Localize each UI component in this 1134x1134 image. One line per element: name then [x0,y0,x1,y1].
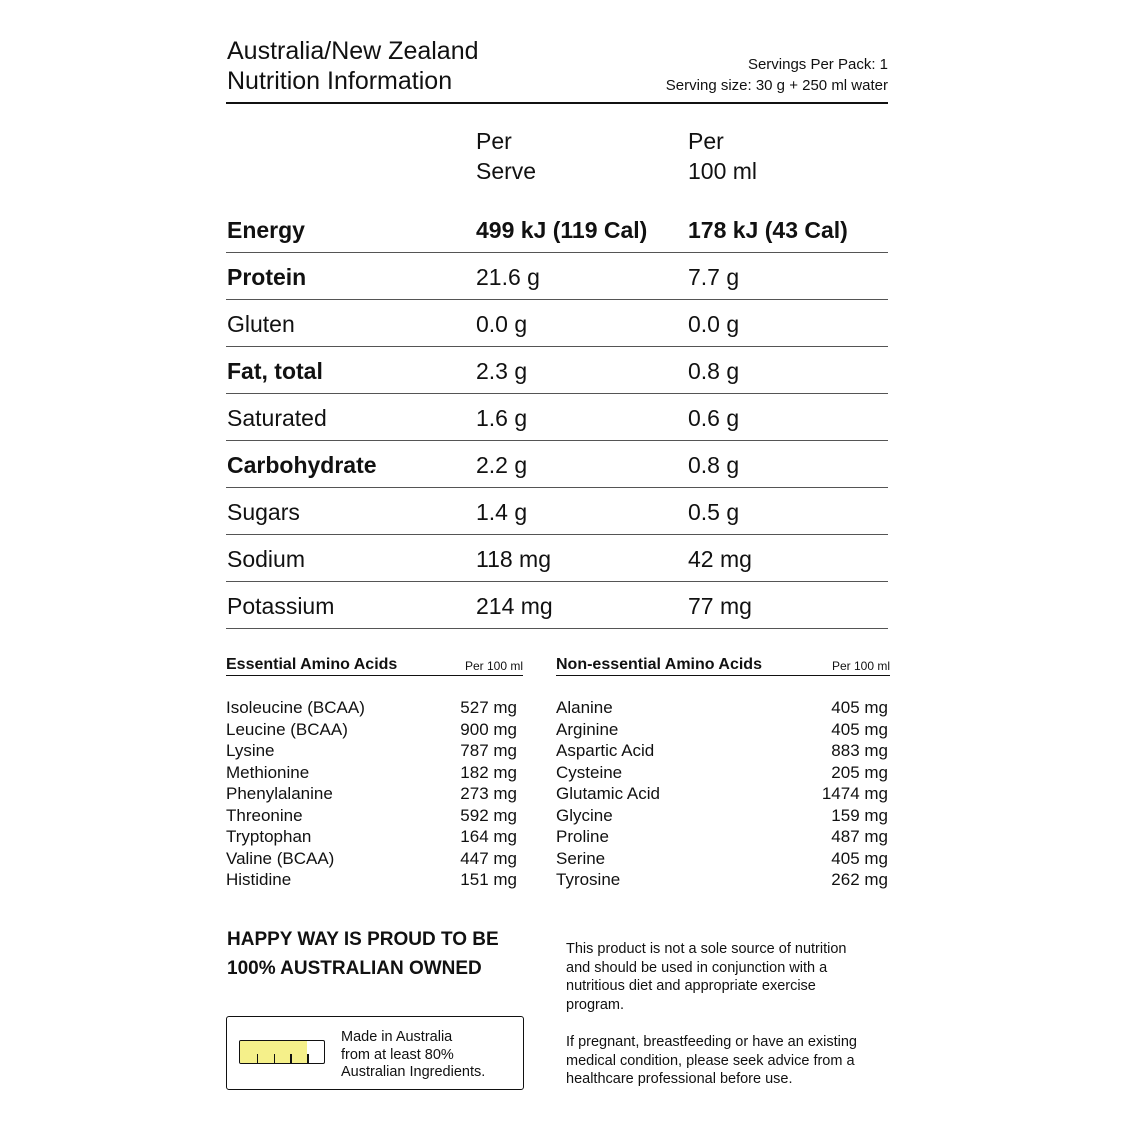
row-label: Sugars [227,499,300,525]
list-item [226,740,517,762]
amino-name: Phenylalanine [226,784,333,803]
disclaimer-nutrition [566,940,896,1015]
list-item [556,697,888,719]
row-value-per-serve: 21.6 g [476,264,540,290]
nonessential-amino-header [556,655,890,676]
list-item [556,762,888,784]
disclaimer-line: If pregnant, breastfeeding or have an existing [566,1034,857,1050]
amino-value: 883 mg [831,741,888,760]
amino-value: 182 mg [460,762,517,782]
amino-name: Isoleucine (BCAA) [226,698,365,717]
badge-text [341,1029,485,1082]
list-item [556,719,888,741]
table-row-saturated [226,393,888,441]
serving-info [666,54,888,96]
table-row-sodium [226,534,888,582]
disclaimer-medical [566,1033,896,1089]
row-value-per-serve: 0.0 g [476,311,528,337]
amino-value: 405 mg [831,848,888,868]
gauge-tick [274,1054,276,1063]
row-value-per-100ml: 77 mg [688,593,752,619]
row-label: Protein [227,264,307,290]
amino-name: Arginine [556,719,619,739]
list-item [556,848,888,870]
row-value-per-serve: 118 mg [476,546,552,572]
amino-value: 151 mg [460,870,517,889]
australian-owned-statement [227,925,499,983]
column-header-per-100ml-line-2: 100 ml [688,158,758,184]
badge-line-2: from at least 80% [341,1046,454,1063]
list-item [556,826,888,848]
row-value-per-serve: 499 kJ (119 Cal) [476,217,648,243]
amino-name: Alanine [556,698,613,717]
essential-amino-list [226,697,517,891]
disclaimer-line: healthcare professional before use. [566,1071,793,1088]
row-value-per-100ml: 0.8 g [688,452,740,478]
amino-name: Aspartic Acid [556,741,655,760]
row-label: Carbohydrate [227,452,377,478]
serving-size: Serving size: 30 g + 250 ml water [665,77,888,94]
amino-name: Serine [556,848,606,868]
amino-value: 1474 mg [821,784,888,803]
list-item [226,762,517,784]
row-label: Saturated [227,405,327,431]
badge-line-3: Australian Ingredients. [341,1064,486,1080]
row-value-per-serve: 2.3 g [476,358,528,384]
row-label: Fat, total [227,358,323,384]
list-item [226,805,517,827]
amino-value: 405 mg [831,719,888,739]
row-label: Energy [227,217,305,243]
amino-name: Glycine [556,805,613,825]
amino-value: 405 mg [831,698,888,717]
amino-value: 487 mg [831,827,888,846]
proud-line-2: 100% AUSTRALIAN OWNED [227,958,482,979]
amino-name: Leucine (BCAA) [226,719,348,739]
amino-value: 447 mg [460,848,517,868]
disclaimer-line: and should be used in conjunction with a [566,959,828,976]
nonessential-amino-list [556,697,888,891]
amino-value: 527 mg [460,698,517,717]
column-header-per-serve [476,126,536,186]
amino-value: 164 mg [460,827,517,846]
gauge-tick [290,1054,292,1063]
row-value-per-100ml: 0.5 g [688,499,740,525]
amino-name: Glutamic Acid [556,784,660,803]
list-item [226,826,517,848]
table-row-fat-total [226,346,888,394]
ingredient-percentage-bar-icon [239,1040,325,1064]
list-item [556,783,888,805]
essential-amino-per: Per 100 ml [464,659,523,673]
essential-amino-header [226,655,523,676]
list-item [226,783,517,805]
disclaimer-line: program. [566,997,625,1014]
column-header-per-100ml [688,126,757,186]
title-line-2: Nutrition Information [227,67,453,95]
amino-name: Tryptophan [226,827,312,846]
gauge-tick [257,1054,259,1063]
amino-value: 787 mg [460,741,517,760]
row-label: Sodium [227,546,305,572]
nonessential-amino-heading: Non-essential Amino Acids [556,656,762,673]
disclaimer-line: nutritious diet and appropriate exercise [566,978,816,995]
column-header-per-100ml-line-1: Per [688,128,724,154]
amino-value: 205 mg [831,762,888,782]
row-value-per-100ml: 178 kJ (43 Cal) [688,217,848,243]
made-in-australia-badge [226,1016,524,1090]
row-value-per-serve: 1.6 g [476,405,528,431]
row-value-per-100ml: 0.0 g [688,311,740,337]
row-value-per-serve: 214 mg [476,593,553,619]
gauge-tick [307,1054,309,1063]
row-value-per-100ml: 7.7 g [688,264,740,290]
list-item [226,719,517,741]
panel-title [227,36,479,96]
column-header-per-serve-line-2: Serve [476,158,537,184]
amino-value: 262 mg [831,870,888,889]
table-row-protein [226,252,888,300]
list-item [556,869,888,891]
table-row-energy [226,205,888,253]
amino-value: 592 mg [460,805,517,825]
amino-name: Histidine [226,870,292,889]
amino-value: 273 mg [460,784,517,803]
badge-line-1: Made in Australia [341,1029,453,1045]
list-item [226,848,517,870]
row-value-per-100ml: 0.8 g [688,358,740,384]
row-value-per-serve: 1.4 g [476,499,528,525]
list-item [556,740,888,762]
table-row-sugars [226,487,888,535]
row-label: Gluten [227,311,295,337]
disclaimer-line: medical condition, please seek advice from a [566,1052,855,1069]
column-header-per-serve-line-1: Per [476,128,512,154]
nonessential-amino-per: Per 100 ml [831,659,890,673]
servings-per-pack: Servings Per Pack: 1 [747,56,888,73]
list-item [556,805,888,827]
disclaimer-line: This product is not a sole source of nutrition [566,941,847,957]
amino-value: 159 mg [831,805,888,825]
amino-name: Tyrosine [556,870,621,889]
title-line-1: Australia/New Zealand [227,37,479,65]
amino-name: Methionine [226,762,310,782]
list-item [226,869,517,891]
essential-amino-heading: Essential Amino Acids [226,656,398,673]
proud-line-1: HAPPY WAY IS PROUD TO BE [227,929,499,950]
table-row-carbohydrate [226,440,888,488]
amino-value: 900 mg [460,719,517,739]
row-value-per-100ml: 0.6 g [688,405,740,431]
table-row-potassium [226,581,888,629]
header-divider [226,102,888,104]
amino-name: Threonine [226,805,303,825]
row-label: Potassium [227,593,335,619]
row-value-per-100ml: 42 mg [688,546,752,572]
amino-name: Proline [556,827,609,846]
amino-name: Lysine [226,741,275,760]
table-row-gluten [226,299,888,347]
row-value-per-serve: 2.2 g [476,452,528,478]
list-item [226,697,517,719]
amino-name: Cysteine [556,762,623,782]
amino-name: Valine (BCAA) [226,848,335,868]
